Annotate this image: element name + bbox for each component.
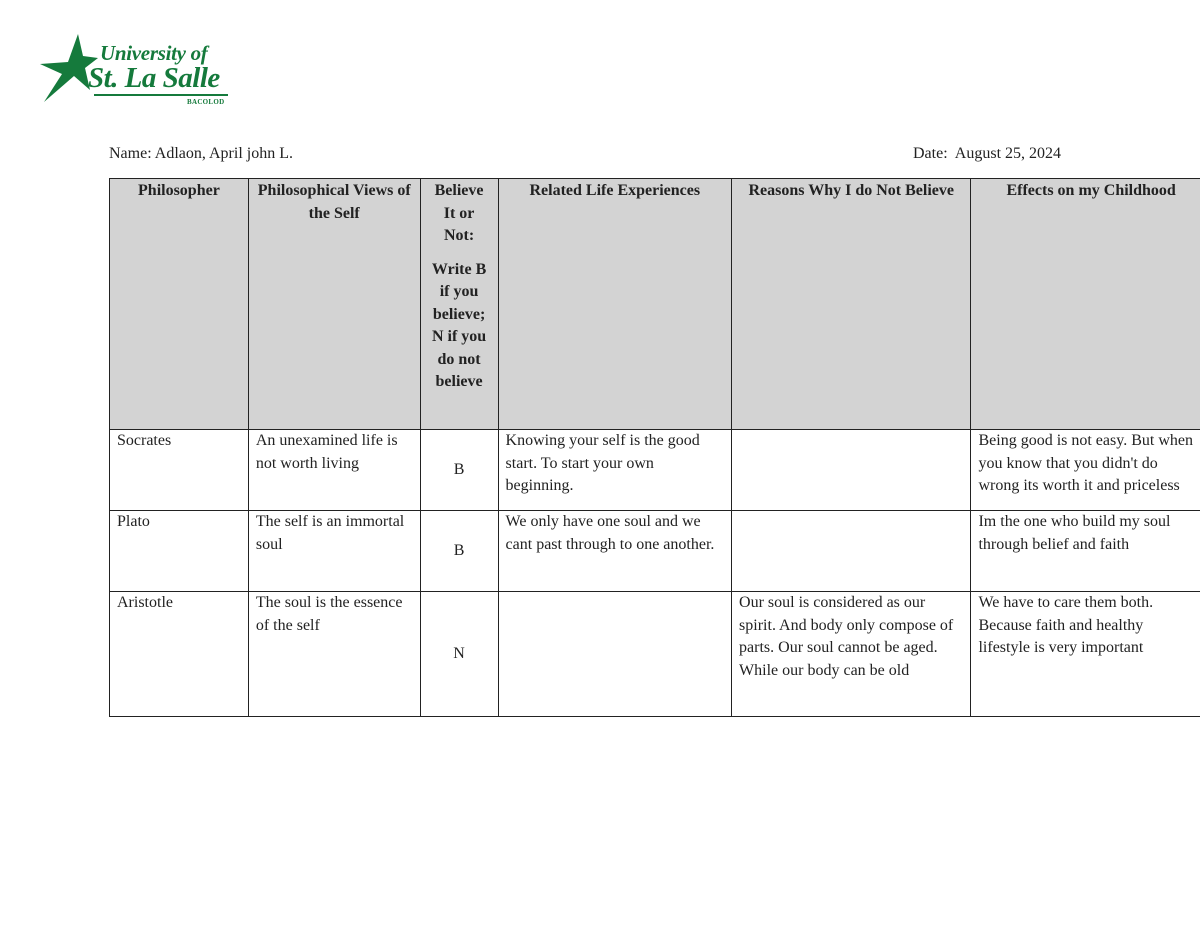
table-row [110, 511, 1200, 592]
table-row [110, 430, 1200, 511]
name-line [109, 145, 293, 163]
cell-effect [971, 511, 1200, 592]
date-value: August 25, 2024 [954, 145, 1062, 162]
header-reasons-not-believe: Reasons Why I do Not Believe [732, 179, 971, 430]
philosophers-table [109, 178, 1200, 717]
header-philosophical-views: Philosophical Views of the Self [248, 179, 420, 430]
cell-believe: B [420, 430, 498, 511]
cell-effect [971, 430, 1200, 511]
cell-experience: Knowing your self is the good start. To start your own beginning. [498, 430, 732, 511]
header-believe-note: Write B if you believe; N if you do not believe [431, 260, 487, 390]
cell-experience [498, 592, 732, 717]
cell-view: An unexamined life is not worth living [248, 430, 420, 511]
logo-city: BACOLOD [187, 98, 225, 106]
cell-believe: N [420, 592, 498, 717]
logo-university-of: University of [100, 41, 208, 65]
cell-experience: We only have one soul and we cant past through to one another. [498, 511, 732, 592]
logo-st-la-salle: St. La Salle [88, 62, 220, 94]
table-row [110, 592, 1200, 717]
cell-philosopher: Aristotle [110, 592, 249, 717]
cell-view: The soul is the essence of the self [248, 592, 420, 717]
effect-line: through belief and faith [978, 535, 1130, 553]
effect-line: you know that you didn't do [978, 454, 1158, 472]
header-philosopher: Philosopher [110, 179, 249, 430]
cell-philosopher: Plato [110, 511, 249, 592]
name-value: Adlaon, April john L. [154, 145, 293, 162]
effect-line: wrong its worth it and priceless [978, 477, 1180, 494]
cell-reason: Our soul is considered as our spirit. And body only compose of parts. Our soul cannot be aged. While our body can be old [732, 592, 971, 717]
effect-line: lifestyle is very important [978, 639, 1144, 656]
table-header-row [110, 179, 1200, 430]
name-label: Name: [109, 145, 152, 162]
logo-underline [94, 94, 228, 96]
cell-reason [732, 511, 971, 592]
effect-line: Im the one who build my soul [978, 513, 1171, 530]
effect-line: We have to care them both. [978, 594, 1154, 611]
header-effects-on-childhood: Effects on my Childhood [971, 179, 1200, 430]
effect-line: Being good is not easy. But when [978, 432, 1193, 449]
date-line [913, 145, 1061, 163]
effect-line: Because faith and healthy [978, 616, 1144, 634]
cell-effect [971, 592, 1200, 717]
cell-reason [732, 430, 971, 511]
cell-believe: B [420, 511, 498, 592]
header-believe-or-not [420, 179, 498, 430]
header-believe-label: Believe It or Not: [434, 182, 484, 244]
cell-philosopher: Socrates [110, 430, 249, 511]
date-label: Date: [913, 145, 948, 162]
header-related-life-experiences: Related Life Experiences [498, 179, 732, 430]
cell-view: The self is an immortal soul [248, 511, 420, 592]
university-logo [38, 32, 238, 108]
